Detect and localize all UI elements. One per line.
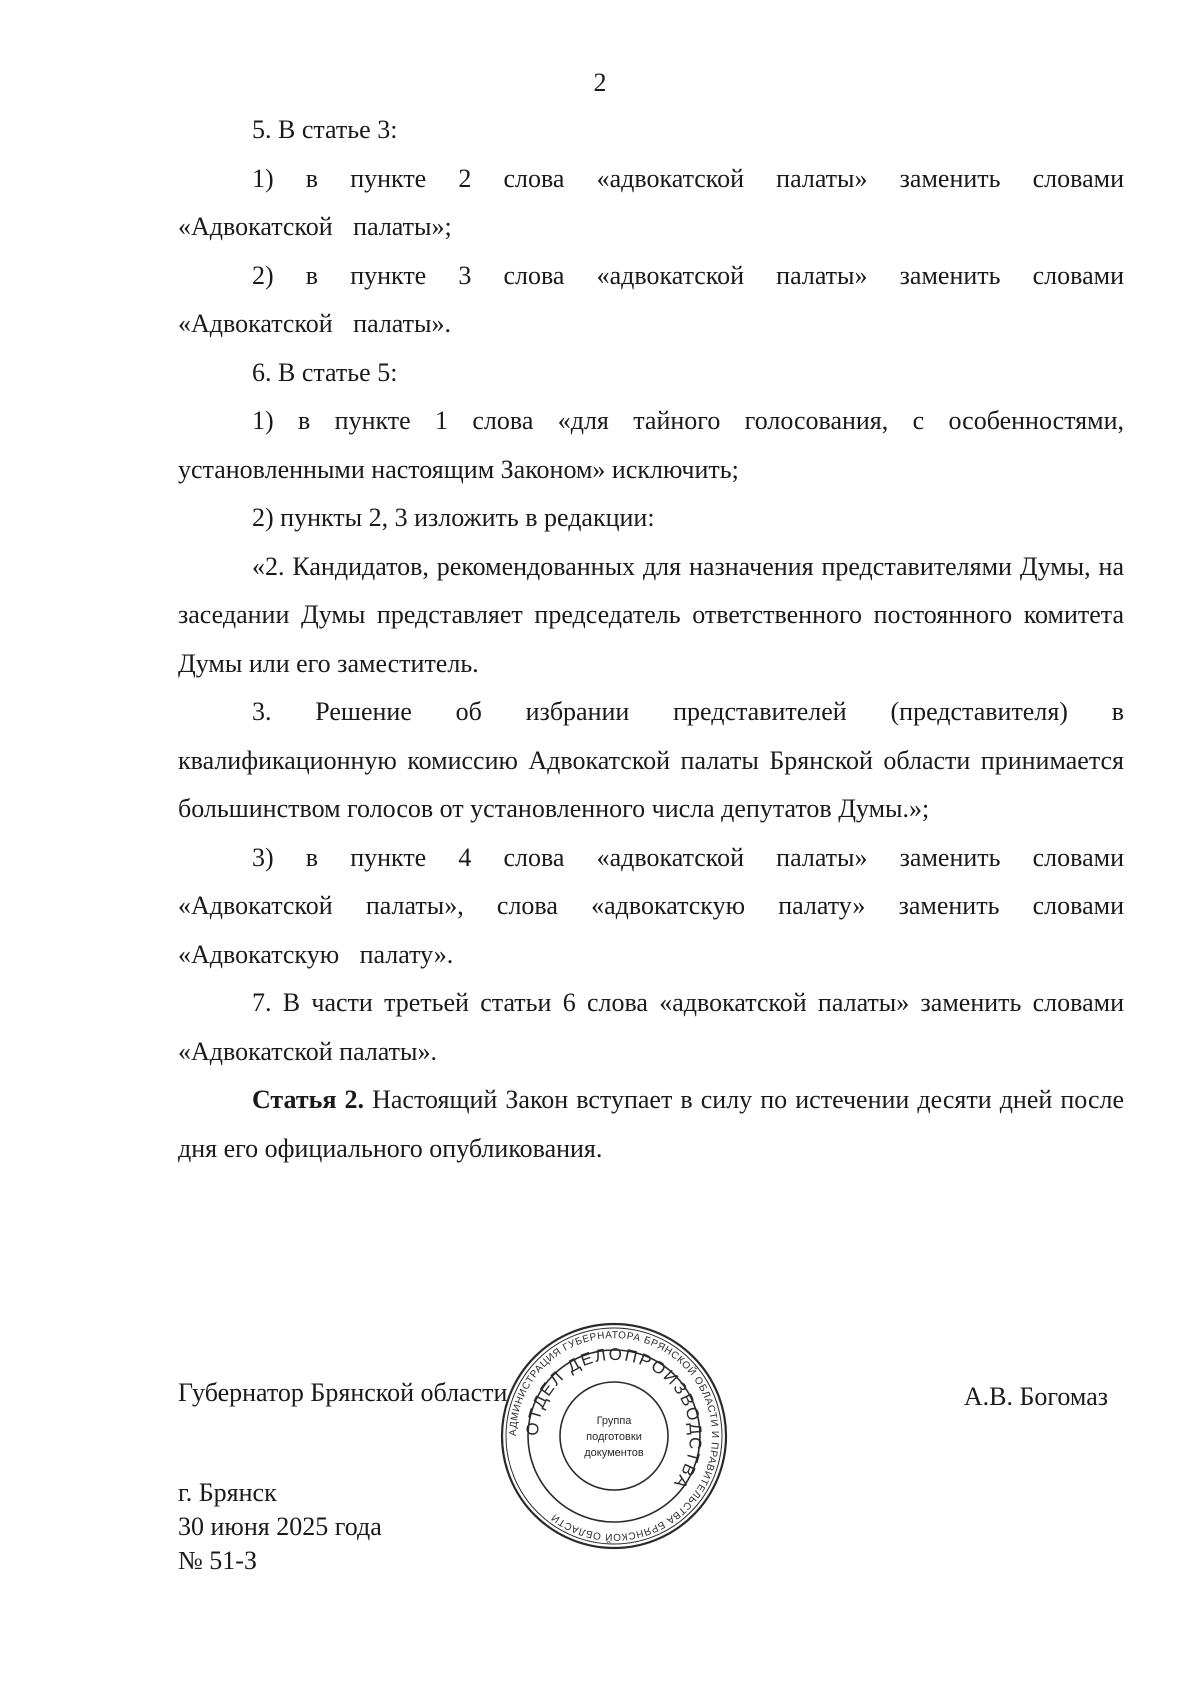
document-footer: [178, 1476, 382, 1578]
paragraph-article-2: [178, 1076, 1124, 1173]
footer-city: г. Брянск: [178, 1478, 277, 1507]
article-2-text: Настоящий Закон вступает в силу по истечении десяти дней после дня его официального опубликования.: [178, 1085, 1124, 1163]
paragraph-new-point-3: 3. Решение об избрании представителей (представителя) в квалификационную комиссию Адвокатской палаты Брянской области принимается большинством голосов от установленного числа депутатов Думы.»;: [178, 697, 1124, 823]
footer-number: № 51-З: [178, 1546, 257, 1575]
stamp-center-line-1: Группа: [596, 1415, 632, 1427]
stamp-outer-text: АДМИНИСТРАЦИЯ ГУБЕРНАТОРА БРЯНСКОЙ ОБЛАСТИ И ПРАВИТЕЛЬСТВА БРЯНСКОЙ ОБЛАСТИ: [507, 1329, 721, 1543]
paragraph-item-7: 7. В части третьей статьи 6 слова «адвокатской палаты» заменить словами «Адвокатской палаты».: [178, 988, 1124, 1066]
stamp-center-line-3: документов: [584, 1447, 644, 1459]
paragraph-item-5-2: 2) в пункте 3 слова «адвокатской палаты» заменить словами «Адвокатской палаты».: [178, 260, 1124, 338]
paragraph-new-point-2: «2. Кандидатов, рекомендованных для назначения представителями Думы, на заседании Думы представляет председатель ответственного постоянного комитета Думы или его заместитель.: [178, 551, 1124, 678]
paragraph-item-6: 6. В статье 5:: [252, 357, 398, 387]
page-number: 2: [593, 68, 607, 97]
paragraph-item-6-1: 1) в пункте 1 слова «для тайного голосования, с особенностями, установленными настоящим Законом» исключить;: [178, 406, 1124, 484]
article-2-heading: Статья 2.: [252, 1085, 365, 1114]
stamp-center-line-2: подготовки: [586, 1431, 642, 1443]
paragraph-item-6-3: 3) в пункте 4 слова «адвокатской палаты» заменить словами «Адвокатской палаты», слова «адвокатскую палату» заменить словами «Адвокатскую палату».: [178, 842, 1124, 969]
paragraph-item-6-2: 2) пункты 2, 3 изложить в редакции:: [252, 503, 655, 532]
governor-name: А.В. Богомаз: [963, 1382, 1108, 1411]
governor-title: Губернатор Брянской области: [178, 1378, 508, 1407]
paragraph-item-5: 5. В статье 3:: [252, 115, 398, 144]
paragraph-item-5-1: 1) в пункте 2 слова «адвокатской палаты» заменить словами «Адвокатской палаты»;: [178, 163, 1124, 241]
footer-date: 30 июня 2025 года: [178, 1512, 382, 1541]
official-stamp: [498, 1320, 730, 1552]
document-body: [178, 106, 1124, 1173]
stamp-middle-text: ОТДЕЛ ДЕЛОПРОИЗВОДСТВА: [522, 1344, 706, 1494]
